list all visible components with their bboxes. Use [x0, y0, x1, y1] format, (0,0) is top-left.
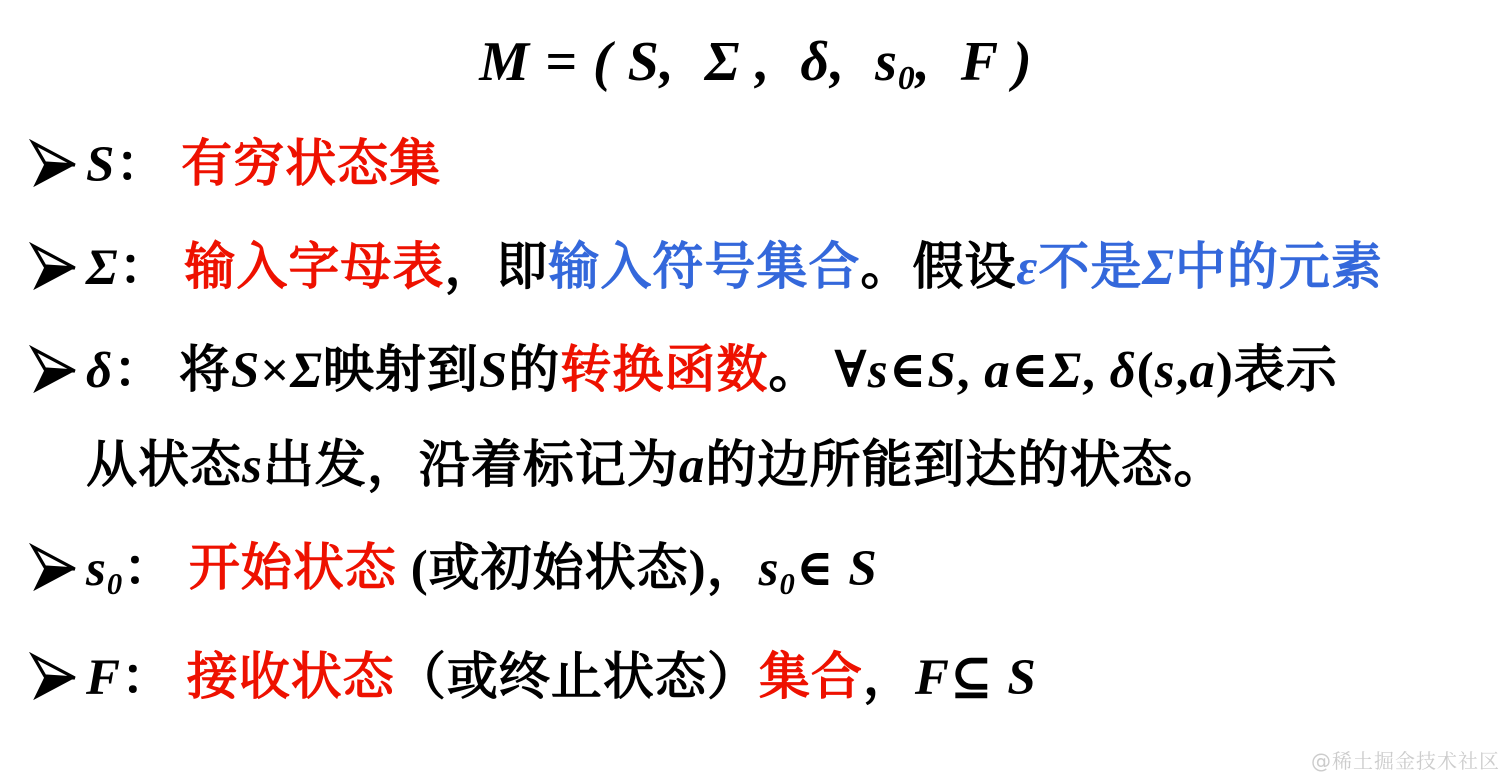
text-segment: 不是	[1038, 240, 1143, 296]
text-segment: δ	[1109, 343, 1137, 399]
text-segment: S	[478, 343, 509, 399]
text-segment: 0	[897, 60, 916, 98]
text-segment: a	[678, 438, 706, 494]
bullet-arrow-icon	[28, 242, 80, 294]
text-segment: S	[230, 343, 261, 399]
text-segment: 0	[106, 566, 124, 601]
text-segment: F	[86, 650, 122, 706]
text-segment: 0	[779, 566, 796, 601]
text-segment: 中的元素	[1174, 240, 1383, 296]
text-segment: (	[1136, 343, 1155, 399]
text-segment: )	[1215, 343, 1234, 399]
text-segment: 输入符号集合	[548, 240, 861, 296]
text-segment: ：	[115, 137, 182, 193]
text-segment: S	[86, 137, 116, 193]
text-segment: s	[242, 438, 263, 494]
text-segment: ,	[1082, 343, 1110, 399]
text-segment: ∀	[834, 343, 868, 399]
text-segment: 从状态	[86, 438, 243, 494]
text-segment: S	[927, 343, 957, 399]
text-segment: 。	[768, 343, 835, 399]
text-segment: 接收状态	[186, 650, 395, 706]
bullet-arrow-icon	[28, 652, 80, 704]
text-segment: 集合	[758, 650, 863, 706]
bullet-line	[86, 324, 1508, 419]
bullet-line	[86, 221, 1508, 316]
text-segment: ×	[260, 343, 291, 399]
bullet-item-F	[28, 631, 1508, 726]
text-segment: 表示	[1233, 343, 1338, 399]
bullet-content	[86, 118, 1508, 213]
text-segment: a	[1189, 343, 1216, 399]
bullet-item-Sigma	[28, 221, 1508, 316]
formula-title	[0, 30, 1512, 98]
bullet-content	[86, 221, 1508, 316]
bullet-item-S	[28, 118, 1508, 213]
bullet-arrow-icon	[28, 139, 80, 191]
text-segment: ⊆	[949, 650, 1008, 706]
bullet-content	[86, 631, 1508, 726]
text-segment: ，即	[444, 240, 549, 296]
text-segment: ,	[956, 343, 985, 399]
text-segment: , F )	[915, 31, 1033, 93]
text-segment: ∈	[1010, 343, 1050, 399]
text-segment: ∈	[795, 541, 849, 597]
text-segment: s	[867, 343, 889, 399]
text-segment: S	[1007, 650, 1037, 706]
text-segment: ,	[1175, 343, 1190, 399]
bullet-content	[86, 324, 1508, 514]
text-segment: 转换函数	[560, 343, 769, 399]
text-segment: s	[86, 541, 107, 597]
text-segment: 输入字母表	[184, 240, 445, 296]
text-segment: s	[758, 541, 780, 597]
bullet-line-continuation	[86, 419, 1508, 514]
bullet-line	[86, 522, 1508, 623]
text-segment: Σ	[290, 343, 323, 399]
text-segment: （或终止状态）	[394, 650, 759, 706]
bullet-arrow-icon	[28, 543, 80, 595]
text-segment: ： 将	[113, 343, 231, 399]
text-segment: (或初始状态)，	[396, 541, 759, 597]
text-segment: 映射到	[322, 343, 479, 399]
bullet-list	[0, 118, 1512, 726]
text-segment: 的	[508, 343, 561, 399]
bullet-line	[86, 631, 1508, 726]
bullet-line	[86, 118, 1508, 213]
slide	[0, 30, 1512, 773]
bullet-item-s0	[28, 522, 1508, 623]
text-segment: 。假设	[860, 240, 1017, 296]
text-segment: 的边所能到达的状态。	[705, 438, 1226, 494]
text-segment: Σ	[86, 240, 119, 296]
text-segment: δ	[86, 343, 114, 399]
text-segment: ε	[1016, 240, 1039, 296]
text-segment: S	[848, 541, 878, 597]
watermark: @稀土掘金技术社区	[1311, 749, 1500, 773]
bullet-content	[86, 522, 1508, 623]
text-segment: 开始状态	[188, 541, 397, 597]
text-segment: M = ( S, Σ , δ, s	[479, 31, 898, 93]
text-segment: ∈	[888, 343, 928, 399]
text-segment: a	[984, 343, 1011, 399]
bullet-arrow-icon	[28, 345, 80, 397]
text-segment: F	[914, 650, 950, 706]
text-segment: 出发，沿着标记为	[262, 438, 679, 494]
text-segment: Σ	[1049, 343, 1083, 399]
text-segment: Σ	[1142, 240, 1175, 296]
text-segment: ：	[118, 240, 185, 296]
text-segment: ：	[121, 650, 187, 706]
text-segment: s	[1154, 343, 1176, 399]
bullet-item-delta	[28, 324, 1508, 514]
text-segment: 有穷状态集	[181, 137, 442, 193]
text-segment: ：	[123, 541, 189, 597]
text-segment: ，	[862, 650, 915, 706]
